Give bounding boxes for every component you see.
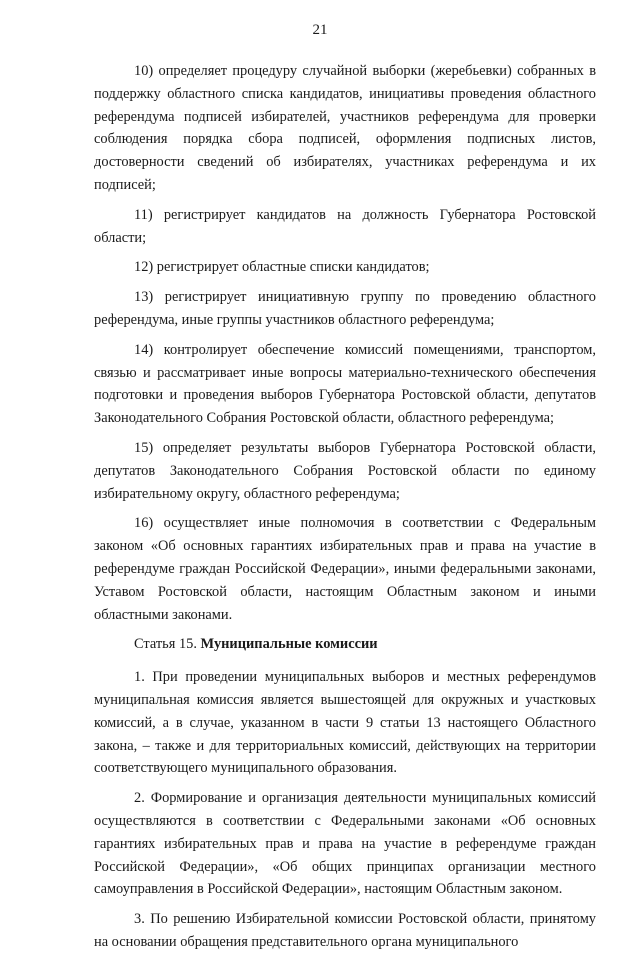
list-item-16: 16) осуществляет иные полномочия в соответствии с Федеральным законом «Об основных гарантиях избирательных прав и права на участие в референдуме граждан Российской Федерации», иными федеральными законами, Уставом Ростовской области, настоящим Областным законом и иными областными законами. — [94, 515, 596, 623]
article-paragraph-1: 1. При проведении муниципальных выборов и местных референдумов муниципальная комиссия является вышестоящей для окружных и участковых комиссий, а в случае, указанном в части 9 статьи 13 настоящего Областного закона, – также и для территориальных комиссий, действующих на территории соответствующего муниципального образования. — [94, 669, 596, 777]
list-item-15: 15) определяет результаты выборов Губернатора Ростовской области, депутатов Законодательного Собрания Ростовской области по единому избирательному округу, областного референдума; — [94, 439, 596, 502]
list-item-13: 13) регистрирует инициативную группу по проведению областного референдума, иные группы участников областного референдума; — [94, 289, 596, 328]
list-item-10: 10) определяет процедуру случайной выборки (жеребьевки) собранных в поддержку областного списка кандидатов, инициативы проведения областного референдума подписей избирателей, участников референдума для проверки соблюдения порядка сбора подписей, оформления подписных листов, достоверности сведений об избирателях, участниках референдума и их подписей; — [94, 63, 596, 193]
list-item-14: 14) контролирует обеспечение комиссий помещениями, транспортом, связью и рассматривает иные вопросы материально-технического обеспечения подготовки и проведения выборов Губернатора Ростовской области, депутатов Законодательного Собрания Ростовской области, областного референдума; — [94, 341, 596, 427]
document-body — [94, 60, 596, 961]
list-item-12: 12) регистрирует областные списки кандидатов; — [134, 259, 430, 276]
article-title: Муниципальные комиссии — [200, 636, 378, 653]
article-heading — [94, 633, 596, 656]
article-paragraph-3: 3. По решению Избирательной комиссии Ростовской области, принятому на основании обращения представительного органа муниципального — [94, 911, 596, 950]
article-paragraph-2: 2. Формирование и организация деятельности муниципальных комиссий осуществляются в соответствии с Федеральными законами «Об основных гарантиях избирательных прав и права на участие в референдуме граждан Российской Федерации», «Об общих принципах организации местного самоуправления в Российской Федерации», настоящим Областным законом. — [94, 790, 596, 898]
page-number: 21 — [312, 22, 328, 38]
article-label: Статья 15. — [134, 636, 201, 653]
list-item-11: 11) регистрирует кандидатов на должность Губернатора Ростовской области; — [94, 206, 596, 246]
